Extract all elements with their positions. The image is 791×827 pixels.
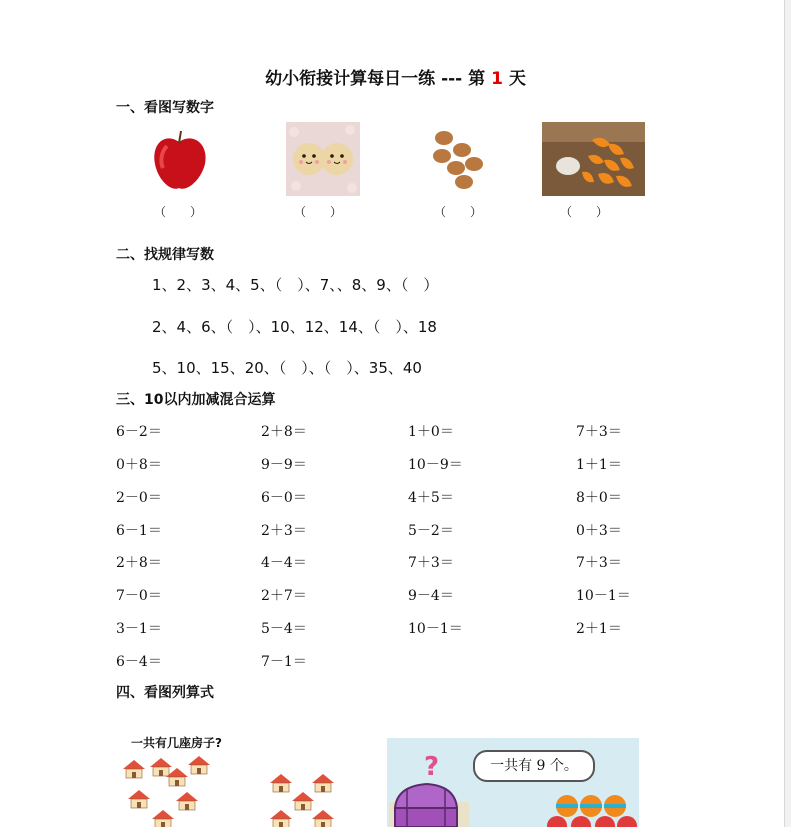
answer-blank[interactable]: （ ） xyxy=(560,205,609,219)
question-mark-icon: ? xyxy=(424,752,440,782)
equation: 2＋7＝ xyxy=(261,588,307,604)
eggs-icon xyxy=(426,122,498,196)
sequence-line: 5、10、15、20、（ ）、（ ）、35、40 xyxy=(152,359,422,377)
speech-bubble: 一共有 9 个。 xyxy=(473,750,595,782)
section-1-heading: 一、看图写数字 xyxy=(116,100,214,116)
equation: 6－2＝ xyxy=(116,424,162,440)
equation: 3－1＝ xyxy=(116,621,162,637)
equation: 6－4＝ xyxy=(116,654,162,670)
equation: 2－0＝ xyxy=(116,490,162,506)
equation: 6－0＝ xyxy=(261,490,307,506)
equation: 2＋8＝ xyxy=(116,555,162,571)
equation: 4－4＝ xyxy=(261,555,307,571)
orange-slices-icon xyxy=(542,122,645,196)
section-3-heading: 三、10以内加减混合运算 xyxy=(116,392,276,408)
equation: 9－9＝ xyxy=(261,457,307,473)
equation: 2＋3＝ xyxy=(261,523,307,539)
day-number: 1 xyxy=(491,69,503,89)
equation: 9－4＝ xyxy=(408,588,454,604)
equation: 0＋3＝ xyxy=(576,523,622,539)
equation: 10－1＝ xyxy=(408,621,463,637)
page-edge xyxy=(784,0,791,827)
houses-group-right-icon xyxy=(268,772,348,827)
equation: 5－2＝ xyxy=(408,523,454,539)
equation: 2＋1＝ xyxy=(576,621,622,637)
equation: 1＋0＝ xyxy=(408,424,454,440)
equation: 8＋0＝ xyxy=(576,490,622,506)
equation: 7－1＝ xyxy=(261,654,307,670)
answer-blank[interactable]: （ ） xyxy=(294,205,343,219)
equation: 5－4＝ xyxy=(261,621,307,637)
equation: 7－0＝ xyxy=(116,588,162,604)
equation: 0＋8＝ xyxy=(116,457,162,473)
equation: 1＋1＝ xyxy=(576,457,622,473)
equation: 10－9＝ xyxy=(408,457,463,473)
section-4-heading: 四、看图列算式 xyxy=(116,685,214,701)
sequence-line: 1、2、3、4、5、（ ）、7、、8、9、（ ） xyxy=(152,276,439,294)
equation: 4＋5＝ xyxy=(408,490,454,506)
equation: 7＋3＝ xyxy=(576,555,622,571)
equation: 7＋3＝ xyxy=(408,555,454,571)
section-2-heading: 二、找规律写数 xyxy=(116,247,214,263)
equation: 10－1＝ xyxy=(576,588,631,604)
page-title: 幼小衔接计算每日一练 --- 第 1 天 xyxy=(265,69,526,89)
equation: 6－1＝ xyxy=(116,523,162,539)
answer-blank[interactable]: （ ） xyxy=(434,205,483,219)
houses-group-left-icon xyxy=(120,752,220,827)
sequence-line: 2、4、6、（ ）、10、12、14、（ ）、18 xyxy=(152,318,437,336)
apple-icon xyxy=(143,122,216,196)
cookies-icon xyxy=(286,122,360,196)
answer-blank[interactable]: （ ） xyxy=(154,205,203,219)
equation: 2＋8＝ xyxy=(261,424,307,440)
houses-question: 一共有几座房子? xyxy=(131,736,222,750)
equation: 7＋3＝ xyxy=(576,424,622,440)
